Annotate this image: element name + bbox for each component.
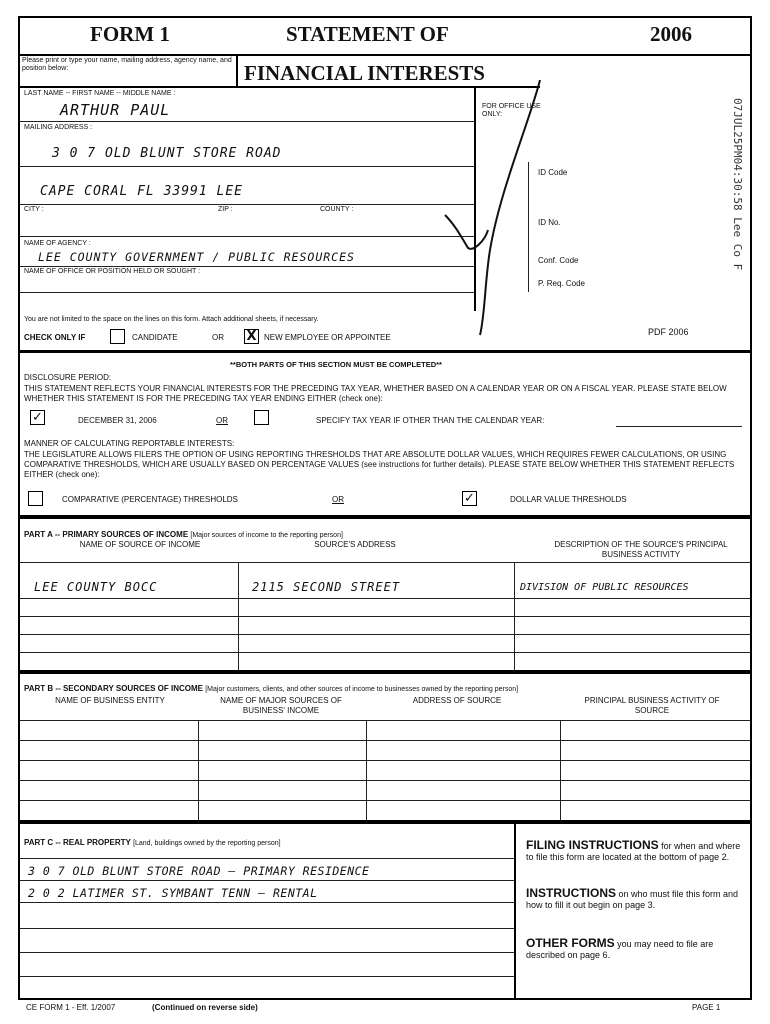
agency-top-line — [20, 236, 474, 237]
part-c-line-0 — [20, 858, 514, 859]
agency-label: NAME OF AGENCY : — [24, 240, 91, 247]
part-c-line-3 — [20, 928, 514, 929]
part-b-header-line — [20, 720, 750, 721]
candidate-checkbox[interactable] — [110, 329, 125, 344]
part-a-col1-header: NAME OF SOURCE OF INCOME — [79, 540, 201, 549]
manner-heading: MANNER OF CALCULATING REPORTABLE INTERESTS: — [24, 439, 235, 448]
position-label: NAME OF OFFICE OR POSITION HELD OR SOUGHT : — [24, 268, 201, 275]
part-b-col-divider-2 — [366, 720, 367, 820]
part-a-row1-name: LEE COUNTY BOCC — [34, 580, 158, 594]
candidate-label: CANDIDATE — [132, 333, 178, 342]
mailing-line — [20, 166, 474, 167]
how-to-instructions-heading: INSTRUCTIONS — [526, 886, 616, 900]
part-a-subtitle: [Major sources of income to the reporting person] — [190, 532, 343, 539]
form-title-line2: FINANCIAL INTERESTS — [244, 61, 485, 85]
new-employee-label: NEW EMPLOYEE OR APPOINTEE — [264, 333, 391, 342]
filing-instructions — [526, 840, 746, 863]
agency-line — [20, 266, 474, 267]
mailing-label: MAILING ADDRESS : — [24, 124, 93, 131]
part-b-col2-header: NAME OF MAJOR SOURCES OF BUSINESS' INCOME — [220, 696, 342, 715]
pdf-label: PDF 2006 — [648, 327, 689, 337]
filing-instructions-text: for when and where to file this form are located at the bottom of page 2. — [526, 841, 741, 862]
disclosure-period-text: THIS STATEMENT REFLECTS YOUR FINANCIAL INTERESTS FOR THE PRECEDING TAX YEAR, WHETHER BASED ON A CALENDAR YEAR OR ON A FISCAL YEAR. PLEASE STATE BELOW WHETHER THIS STATEMENT IS FOR THE PRECEDING TAX YEAR ENDING EITHER (check one): — [24, 384, 727, 403]
form-title-line1: STATEMENT OF — [286, 22, 449, 46]
part-a-row1-address: 2115 SECOND STREET — [252, 580, 401, 594]
name-line — [20, 121, 474, 122]
part-c-line-2 — [20, 902, 514, 903]
conf-code-label: Conf. Code — [538, 256, 579, 265]
specify-line — [616, 426, 742, 427]
part-b-col4-header: PRINCIPAL BUSINESS ACTIVITY OF SOURCE — [584, 696, 720, 715]
part-c-line-1 — [20, 880, 514, 881]
how-to-instructions-text: on who must file this form and how to fill it out begin on page 3. — [526, 889, 739, 910]
check-only-label: CHECK ONLY IF — [24, 333, 86, 342]
id-code-label: ID Code — [538, 168, 568, 177]
mailing-value: 3 0 7 OLD BLUNT STORE ROAD — [52, 146, 282, 161]
part-a-header-line — [20, 562, 750, 563]
dec31-checkbox[interactable]: ✓ — [30, 410, 45, 425]
part-a-row-line-2 — [20, 616, 750, 617]
name-label: LAST NAME -- FIRST NAME -- MIDDLE NAME : — [24, 90, 176, 97]
disclosure-period-heading: DISCLOSURE PERIOD: — [24, 373, 112, 382]
part-a-row-line-4 — [20, 652, 750, 653]
section-divider-1 — [18, 350, 752, 353]
footer-continued: (Continued on reverse side) — [152, 1003, 258, 1012]
part-b-col1-header: NAME OF BUSINESS ENTITY — [55, 696, 165, 705]
filing-instructions-heading: FILING INSTRUCTIONS — [526, 838, 659, 852]
received-stamp-text: 07JUL25PM04:30:58 Lee Co F — [731, 98, 744, 271]
part-b-title — [24, 684, 518, 694]
zip-label: ZIP : — [218, 206, 233, 213]
city-line-value: CAPE CORAL FL 33991 LEE — [40, 184, 244, 199]
specify-label: SPECIFY TAX YEAR IF OTHER THAN THE CALENDAR YEAR: — [316, 416, 545, 425]
part-b-col-divider-1 — [198, 720, 199, 820]
part-a-row-line-1 — [20, 598, 750, 599]
manner-text: THE LEGISLATURE ALLOWS FILERS THE OPTION OF USING REPORTING THRESHOLDS THAT ARE ABSOLUTE DOLLAR VALUES, WHICH REQUIRES FEWER CALCULATIONS, OR USING COMPARATIVE THRESHOLDS, WHICH ARE USUALLY BASED ON PERCENTAGE VALUES (see instructions for further details). PLEASE STATE BELOW WHETHER THIS STATEMENT REFLECTS EITHER (check one): — [24, 450, 735, 479]
section-divider-4 — [18, 820, 752, 824]
part-b-col3-header: ADDRESS OF SOURCE — [412, 696, 502, 705]
position-line — [20, 292, 474, 293]
instruction-text: Please print or type your name, mailing address, agency name, and position below: — [22, 57, 232, 72]
form-number: FORM 1 — [90, 22, 170, 46]
how-to-instructions — [526, 888, 746, 911]
name-value: ARTHUR PAUL — [60, 101, 171, 119]
part-b-row-line-3 — [20, 780, 750, 781]
section-divider-2 — [18, 515, 752, 519]
part-b-row-line-4 — [20, 800, 750, 801]
part-c-title — [24, 838, 281, 848]
specify-checkbox[interactable] — [254, 410, 269, 425]
part-b-row-line-1 — [20, 740, 750, 741]
dollar-label: DOLLAR VALUE THRESHOLDS — [510, 495, 627, 504]
footer-page: PAGE 1 — [692, 1003, 721, 1012]
part-c-subtitle: [Land, buildings owned by the reporting person] — [133, 840, 281, 847]
other-forms-text: you may need to file are described on page 6. — [526, 939, 714, 960]
comparative-checkbox[interactable] — [28, 491, 43, 506]
part-c-line-5 — [20, 976, 514, 977]
city-line — [20, 204, 474, 205]
comparative-label: COMPARATIVE (PERCENTAGE) THRESHOLDS — [62, 495, 238, 504]
dec31-label: DECEMBER 31, 2006 — [78, 416, 157, 425]
footer-form-id: CE FORM 1 - Eff. 1/2007 — [26, 1003, 116, 1012]
p-req-code-label: P. Req. Code — [538, 279, 585, 288]
part-b-row-line-2 — [20, 760, 750, 761]
title-divider — [236, 54, 238, 86]
part-a-title — [24, 530, 343, 540]
or-label-1: OR — [212, 333, 224, 342]
pen-scribble — [440, 80, 550, 340]
part-b-col-divider-3 — [560, 720, 561, 820]
city-label: CITY : — [24, 206, 44, 213]
other-forms-heading: OTHER FORMS — [526, 936, 615, 950]
part-c-title-text: PART C -- REAL PROPERTY — [24, 838, 131, 847]
section-divider-3 — [18, 670, 752, 674]
part-a-col2-header: SOURCE'S ADDRESS — [314, 540, 396, 549]
other-forms-instructions — [526, 938, 746, 961]
id-no-label: ID No. — [538, 218, 561, 227]
dollar-checkbox[interactable]: ✓ — [462, 491, 477, 506]
county-label: COUNTY : — [320, 206, 354, 213]
new-employee-checkbox[interactable]: X — [244, 329, 259, 344]
part-c-row1: 3 0 7 OLD BLUNT STORE ROAD — PRIMARY RESIDENCE — [28, 864, 370, 878]
part-a-row-line-3 — [20, 634, 750, 635]
part-a-row1-description: DIVISION OF PUBLIC RESOURCES — [520, 582, 689, 593]
both-parts-label: **BOTH PARTS OF THIS SECTION MUST BE COMPLETED** — [230, 360, 442, 369]
part-c-line-4 — [20, 952, 514, 953]
form-year: 2006 — [650, 22, 692, 46]
or-label-3: OR — [332, 495, 344, 504]
agency-value: LEE COUNTY GOVERNMENT / PUBLIC RESOURCES — [38, 250, 355, 264]
part-c-row2: 2 0 2 LATIMER ST. SYMBANT TENN — RENTAL — [28, 886, 318, 900]
part-b-title-text: PART B -- SECONDARY SOURCES OF INCOME — [24, 684, 203, 693]
or-label-2: OR — [216, 416, 228, 425]
part-a-title-text: PART A -- PRIMARY SOURCES OF INCOME — [24, 530, 189, 539]
part-c-right-border — [514, 822, 516, 998]
notice-text: You are not limited to the space on the lines on this form. Attach additional sheets, if necessary. — [24, 316, 319, 323]
office-use-label: FOR OFFICE USE ONLY: — [482, 103, 541, 118]
part-a-col3-header: DESCRIPTION OF THE SOURCE'S PRINCIPAL BUSINESS ACTIVITY — [554, 540, 728, 559]
header-rule — [18, 54, 752, 56]
part-b-subtitle: [Major customers, clients, and other sources of income to businesses owned by the reporting person] — [205, 686, 519, 693]
